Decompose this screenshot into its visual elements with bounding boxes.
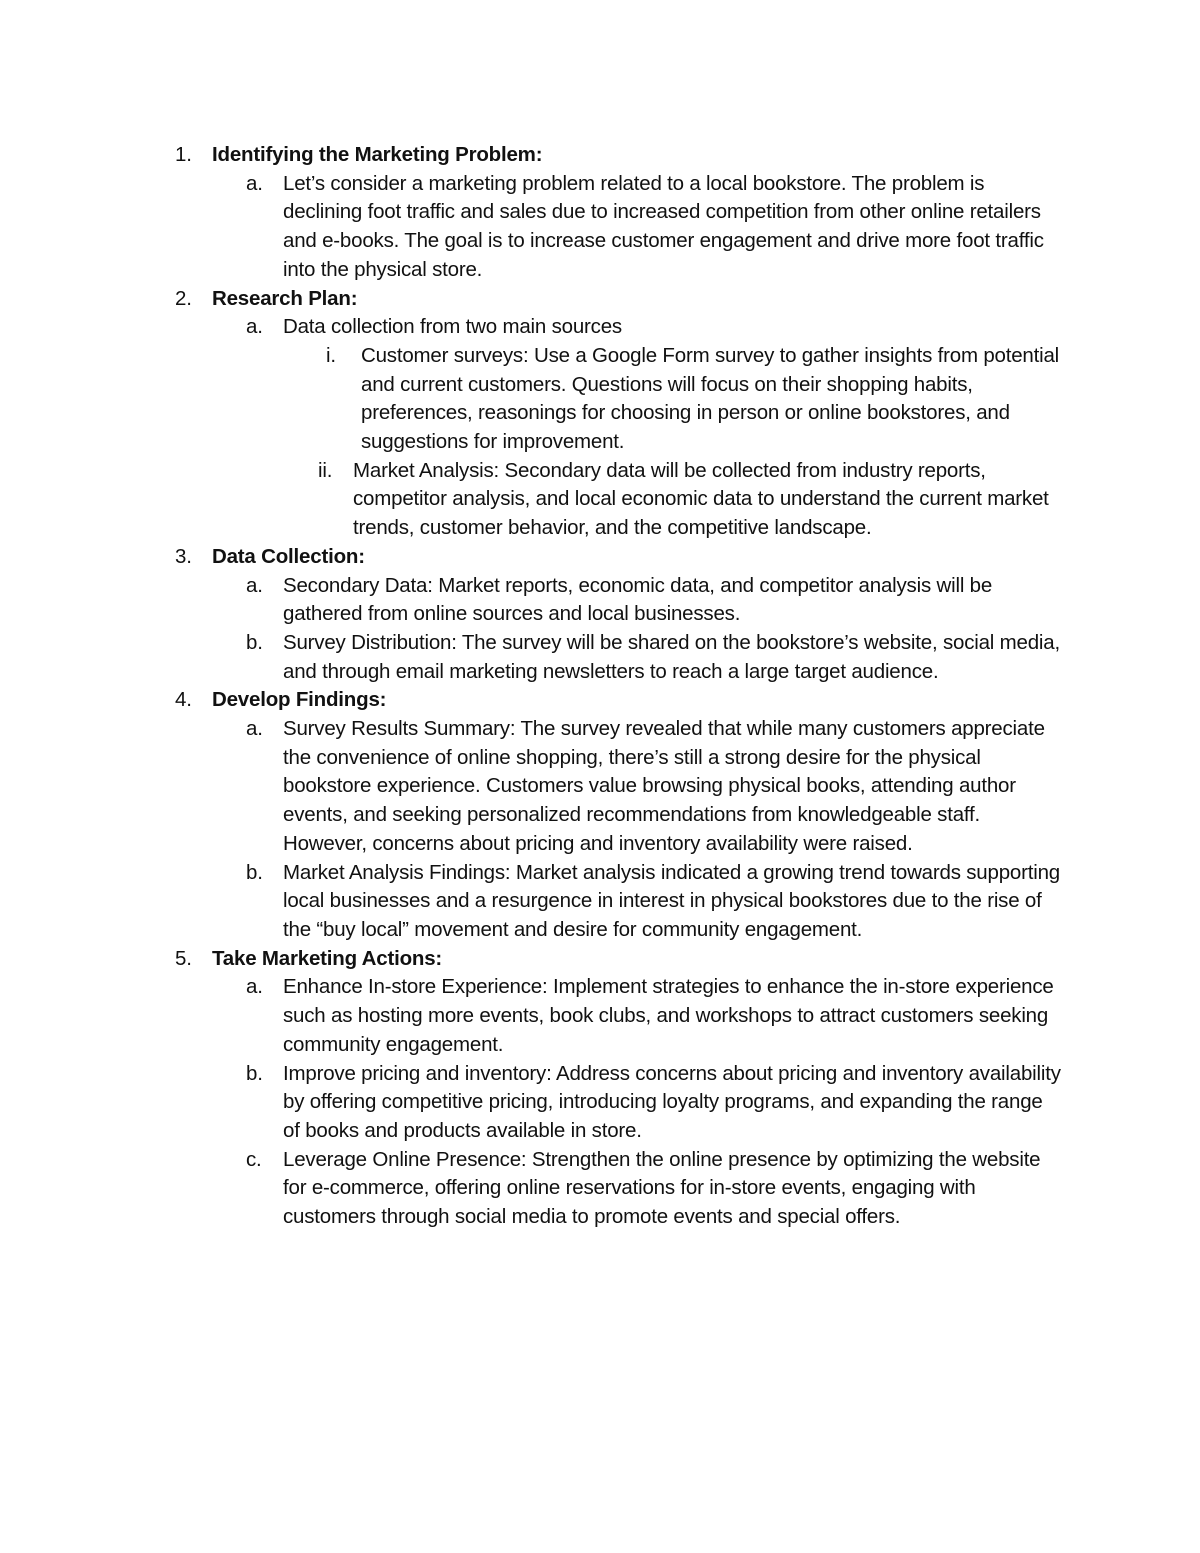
section-number: 3. — [175, 544, 192, 568]
list-item — [0, 715, 1200, 859]
section-number: 4. — [175, 688, 192, 712]
sub-item-text: Customer surveys: Use a Google Form survey to gather insights from potential and current customers. Questions will focus on their shopping habits, preferences, reasonings for choosing in person or online bookstores, and suggestions for improvement. — [361, 343, 1060, 454]
list-item — [0, 313, 1200, 342]
item-text: Data collection from two main sources — [283, 315, 622, 339]
item-marker: b. — [246, 860, 263, 884]
list-item — [0, 859, 1200, 945]
item-marker: b. — [246, 630, 263, 654]
sub-list-item — [0, 457, 1200, 543]
item-marker: a. — [246, 975, 263, 999]
section-title: Take Marketing Actions: — [212, 946, 443, 970]
item-marker: a. — [246, 171, 263, 195]
item-text: Let’s consider a marketing problem related to a local bookstore. The problem is declining foot traffic and sales due to increased competition from other online retailers and e-books. The goal is to increase customer engagement and drive more foot traffic into the physical store. — [283, 171, 1044, 281]
item-marker: b. — [246, 1061, 263, 1085]
item-text: Survey Distribution: The survey will be shared on the bookstore’s website, social media, and through email marketing newsletters to reach a large target audience. — [283, 630, 1060, 683]
section-number: 1. — [175, 143, 192, 166]
item-text: Secondary Data: Market reports, economic data, and competitor analysis will be gathered from online sources and local businesses. — [283, 573, 993, 626]
item-marker: a. — [246, 573, 263, 597]
section-number: 2. — [175, 286, 192, 310]
item-marker: a. — [246, 315, 263, 339]
section-title: Data Collection: — [212, 544, 365, 568]
item-text: Enhance In-store Experience: Implement strategies to enhance the in-store experience such as hosting more events, book clubs, and workshops to attract customers seeking community engagement. — [283, 975, 1054, 1056]
sub-list-item — [0, 342, 1200, 457]
section-title: Develop Findings: — [212, 688, 387, 712]
item-marker: a. — [246, 717, 263, 741]
section-heading — [0, 141, 1200, 170]
document-body — [0, 141, 1200, 1232]
item-text: Leverage Online Presence: Strengthen the online presence by optimizing the website for e-commerce, offering online reservations for in-store events, engaging with customers through social media to promote events and special offers. — [283, 1147, 1041, 1229]
item-text: Market Analysis Findings: Market analysis indicated a growing trend towards supporting local businesses and a resurgence in interest in physical bookstores due to the rise of the “buy local” movement and desire for community engagement. — [283, 860, 1060, 941]
section-title: Research Plan: — [212, 286, 358, 310]
list-item — [0, 629, 1200, 686]
item-marker: c. — [246, 1147, 262, 1171]
list-item — [0, 973, 1200, 1059]
section-number: 5. — [175, 946, 192, 970]
sub-item-marker: i. — [326, 343, 336, 367]
section-heading — [0, 686, 1200, 715]
item-text: Improve pricing and inventory: Address concerns about pricing and inventory availability by offering competitive pricing, introducing loyalty programs, and expanding the range of books and products available in store. — [283, 1061, 1061, 1142]
item-text: Survey Results Summary: The survey revealed that while many customers appreciate the convenience of online shopping, there’s still a strong desire for the physical bookstore experience. Customers value browsing physical books, attending author events, and seeking personalized recommendations from knowledgeable staff. However, concerns about pricing and inventory availability were raised. — [283, 717, 1045, 855]
list-item — [0, 572, 1200, 629]
sub-item-marker: ii. — [318, 458, 333, 482]
list-item — [0, 1060, 1200, 1146]
section-heading — [0, 543, 1200, 572]
list-item — [0, 170, 1200, 285]
section-heading — [0, 285, 1200, 314]
section-title: Identifying the Marketing Problem: — [212, 143, 543, 166]
sub-item-text: Market Analysis: Secondary data will be collected from industry reports, competitor analysis, and local economic data to understand the current market trends, customer behavior, and the competitive landscape. — [353, 458, 1049, 540]
list-item — [0, 1146, 1200, 1232]
section-heading — [0, 945, 1200, 974]
